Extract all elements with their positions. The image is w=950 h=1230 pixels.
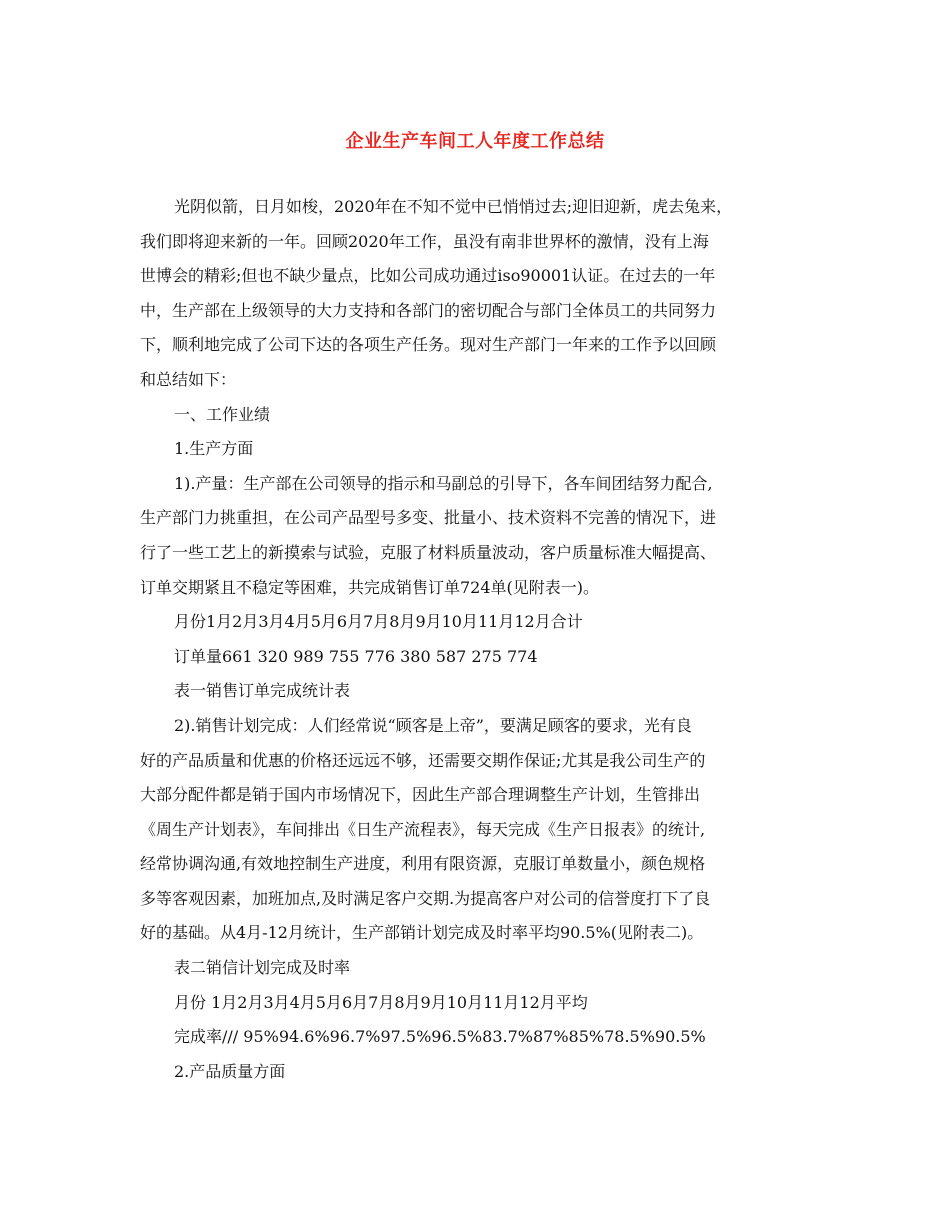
document-title: 企业生产车间工人年度工作总结 [345, 131, 605, 152]
paragraph-line: 中，生产部在上级领导的大力支持和各部门的密切配合与部门全体员工的共同努力 [140, 300, 717, 320]
paragraph-line: 订单交期紧且不稳定等困难，共完成销售订单724单(见附表一)。 [140, 577, 600, 597]
table-header-line: 月份 1月2月3月4月5月6月7月8月9月10月11月12月平均 [174, 992, 588, 1012]
table-data-line: 完成率/// 95%94.6%96.7%97.5%96.5%83.7%87%85%78.5%90.5% [174, 1027, 706, 1047]
subsection-heading: 1.生产方面 [174, 439, 254, 459]
section-heading: 一、工作业绩 [174, 404, 271, 424]
table-data-line: 订单量661 320 989 755 776 380 587 275 774 [174, 646, 538, 666]
paragraph-line: 光阴似箭，日月如梭，2020年在不知不觉中已悄悄过去;迎旧迎新，虎去兔来， [174, 197, 733, 216]
paragraph-line: 好的产品质量和优惠的价格还远远不够，还需要交期作保证;尤其是我公司生产的 [140, 750, 706, 770]
paragraph-line: 和总结如下： [140, 369, 237, 389]
table-header-line: 月份1月2月3月4月5月6月7月8月9月10月11月12月合计 [174, 612, 583, 632]
paragraph-line: 《周生产计划表》，车间排出《日生产流程表》，每天完成《生产日报表》的统计, [140, 819, 706, 839]
paragraph-line: 多等客观因素，加班加点,及时满足客户交期.为提高客户对公司的信誉度打下了良 [140, 888, 711, 908]
paragraph-line: 2).销售计划完成：人们经常说“顾客是上帝”，要满足顾客的要求，光有良 [174, 715, 692, 735]
table-caption: 表一销售订单完成统计表 [174, 681, 351, 701]
table-caption: 表二销信计划完成及时率 [174, 958, 351, 978]
paragraph-line: 我们即将迎来新的一年。回顾2020年工作，虽没有南非世界杯的激情，没有上海 [140, 231, 709, 251]
paragraph-line: 好的基础。从4月-12月统计，生产部销计划完成及时率平均90.5%(见附表二)。 [140, 923, 704, 943]
paragraph-line: 世博会的精彩;但也不缺少量点，比如公司成功通过iso90001认证。在过去的一年 [140, 266, 716, 286]
paragraph-line: 大部分配件都是销于国内市场情况下，因此生产部合理调整生产计划，生管排出 [140, 785, 701, 805]
paragraph-line: 经常协调沟通,有效地控制生产进度，利用有限资源，克服订单数量小，颜色规格 [140, 854, 706, 874]
document-body [140, 190, 830, 1089]
paragraph-line: 生产部门力挑重担，在公司产品型号多变、批量小、技术资料不完善的情况下，进 [140, 508, 717, 528]
subsection-heading: 2.产品质量方面 [174, 1061, 286, 1081]
paragraph-line: 1).产量：生产部在公司领导的指示和马副总的引导下，各车间团结努力配合, [174, 473, 713, 493]
paragraph-line: 下，顺利地完成了公司下达的各项生产任务。现对生产部门一年来的工作予以回顾 [140, 335, 717, 355]
paragraph-line: 行了一些工艺上的新摸索与试验，克服了材料质量波动，客户质量标准大幅提高、 [140, 542, 717, 562]
